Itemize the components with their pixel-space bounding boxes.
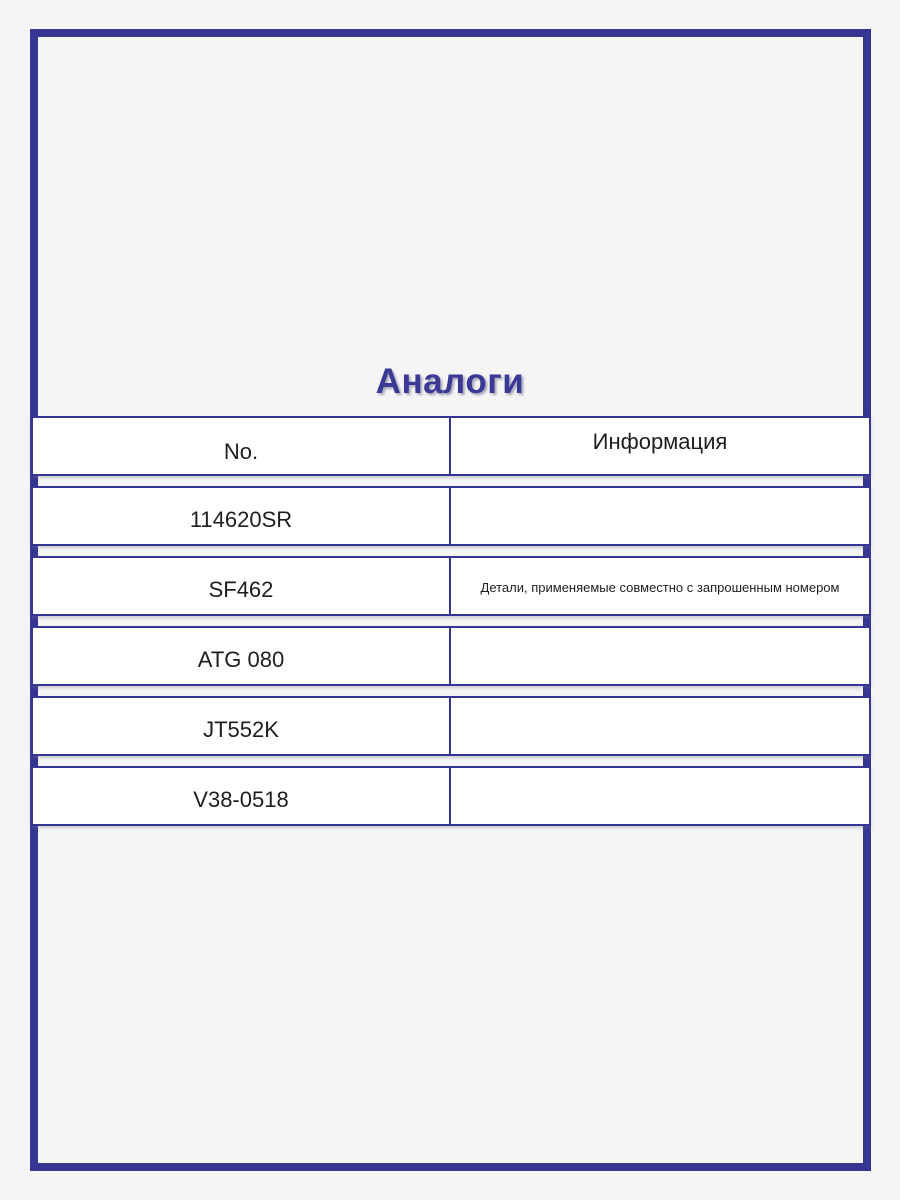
table-row xyxy=(31,696,871,756)
part-number: V38-0518 xyxy=(33,768,451,824)
table-row xyxy=(31,486,871,546)
page-title: Аналоги xyxy=(375,362,525,401)
header-info: Информация xyxy=(592,429,728,454)
header-no: No. xyxy=(33,418,451,474)
part-info xyxy=(451,628,869,684)
part-info xyxy=(451,488,869,544)
table-row xyxy=(31,626,871,686)
table-header xyxy=(31,416,871,476)
part-number: SF462 xyxy=(33,558,451,614)
table-row xyxy=(31,556,871,616)
part-info xyxy=(451,768,869,824)
part-number: 114620SR xyxy=(33,488,451,544)
part-number: JT552K xyxy=(33,698,451,754)
table-row xyxy=(31,766,871,826)
part-info: Детали, применяемые совместно с запрошенным номером xyxy=(480,579,840,595)
part-info xyxy=(451,698,869,754)
part-number: ATG 080 xyxy=(33,628,451,684)
